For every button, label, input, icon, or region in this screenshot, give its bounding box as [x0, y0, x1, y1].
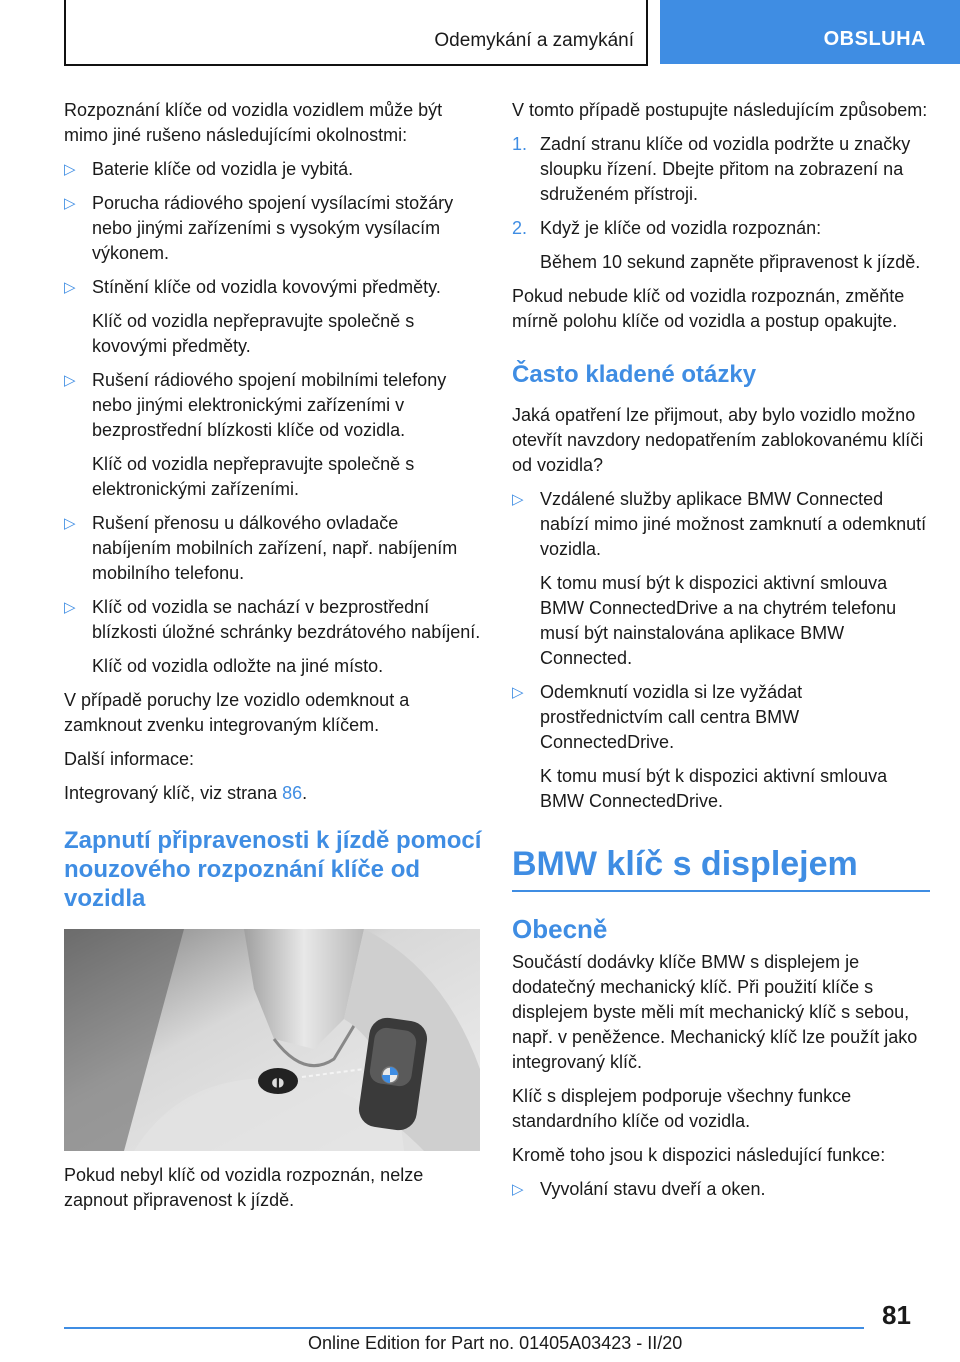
- list-item-note: K tomu musí být k dispozici aktivní smlouva BMW ConnectedDrive.: [540, 766, 888, 811]
- paragraph: Kromě toho jsou k dispozici následující funkce:: [512, 1145, 886, 1165]
- right-column: [512, 98, 930, 1211]
- step-text: Když je klíče od vozidla rozpoznán:: [540, 218, 822, 238]
- header-rule-left: [64, 0, 66, 66]
- bullet-icon: ▷: [512, 684, 524, 701]
- bullet-icon: ▷: [64, 599, 76, 616]
- list-item-note: K tomu musí být k dispozici aktivní smlouva BMW ConnectedDrive a na chytrém telefonu musí být nainstalována aplikace BMW Connected.: [540, 573, 897, 668]
- list-item-text: Stínění klíče od vozidla kovovými předměty.: [92, 277, 441, 297]
- step-item: [512, 216, 930, 241]
- step-number: 2.: [512, 218, 528, 238]
- chapter-title: Odemykání a zamykání: [434, 30, 634, 51]
- list-item-text: Baterie klíče od vozidla je vybitá.: [92, 159, 354, 179]
- svg-text:◖◗: ◖◗: [271, 1075, 285, 1089]
- bullet-icon: ▷: [512, 1181, 524, 1198]
- paragraph: Klíč s displejem podporuje všechny funkce standardního klíče od vozidla.: [512, 1086, 852, 1131]
- list-item-note: Klíč od vozidla odložte na jiné místo.: [92, 656, 384, 676]
- list-item-text: Porucha rádiového spojení vysílacími stožáry nebo jinými zařízeními s vysokým vysílacím výkonem.: [92, 193, 454, 263]
- list-item: [64, 368, 482, 443]
- step-note: Během 10 sekund zapněte připravenost k jízdě.: [540, 252, 921, 272]
- footer-edition: Online Edition for Part no. 01405A03423 - II/20: [308, 1333, 683, 1353]
- list-item-text: Odemknutí vozidla si lze vyžádat prostřednictvím call centra BMW ConnectedDrive.: [540, 682, 803, 752]
- list-item: [64, 191, 482, 266]
- list-item: [512, 680, 930, 755]
- left-column: [64, 98, 482, 1222]
- header-rule-bottom: [64, 64, 648, 66]
- bullet-icon: ▷: [512, 491, 524, 508]
- page-header: [0, 0, 960, 66]
- list-item: [64, 595, 482, 645]
- cross-reference: Integrovaný klíč, viz strana 86.: [64, 783, 308, 803]
- step-item: [512, 132, 930, 207]
- step-number: 1.: [512, 134, 528, 154]
- bullet-icon: ▷: [64, 195, 76, 212]
- list-item: [64, 275, 482, 300]
- faq-heading: Často kladené otázky: [512, 361, 757, 388]
- list-item-text: Vyvolání stavu dveří a oken.: [540, 1179, 766, 1199]
- faq-question: Jaká opatření lze přijmout, aby bylo vozidlo možno otevřít navzdory nedopatřením zablokovanému klíči od vozidla?: [512, 405, 924, 475]
- list-item: [64, 157, 482, 182]
- list-item-text: Vzdálené služby aplikace BMW Connected nabízí mimo jiné možnost zamknutí a odemknutí vozidla.: [540, 489, 927, 559]
- paragraph: Další informace:: [64, 749, 195, 769]
- header-rule-right: [646, 0, 648, 66]
- footer-rule: [64, 1327, 864, 1329]
- steering-column-illustration: [64, 929, 480, 1151]
- subsection-heading: Obecně: [512, 914, 608, 944]
- steering-column-image: [64, 929, 480, 1151]
- chapter-heading: BMW klíč s displejem: [512, 844, 930, 892]
- paragraph: V případě poruchy lze vozidlo odemknout a zamknout zvenku integrovaným klíčem.: [64, 690, 410, 735]
- bullet-icon: ▷: [64, 279, 76, 296]
- section-tab-label: OBSLUHA: [823, 28, 926, 50]
- step-text: Zadní stranu klíče od vozidla podržte u značky sloupku řízení. Dbejte přitom na zobrazení na sdruženém přístroji.: [540, 134, 911, 204]
- list-item: [512, 1177, 930, 1202]
- bullet-icon: ▷: [64, 161, 76, 178]
- list-item-text: Rušení rádiového spojení mobilními telefony nebo jinými elektronickými zařízeními v bezprostřední blízkosti klíče od vozidla.: [92, 370, 447, 440]
- bullet-icon: ▷: [64, 515, 76, 532]
- bullet-icon: ▷: [64, 372, 76, 389]
- section-tab[interactable]: [660, 0, 960, 64]
- list-item-note: Klíč od vozidla nepřepravujte společně s kovovými předměty.: [92, 311, 415, 356]
- list-item-note: Klíč od vozidla nepřepravujte společně s elektronickými zařízeními.: [92, 454, 415, 499]
- intro-paragraph: Rozpoznání klíče od vozidla vozidlem může být mimo jiné rušeno následujícími okolnostmi:: [64, 100, 443, 145]
- paragraph: Pokud nebude klíč od vozidla rozpoznán, změňte mírně polohu klíče od vozidla a postup opakujte.: [512, 286, 905, 331]
- figure-caption: Pokud nebyl klíč od vozidla rozpoznán, nelze zapnout připravenost k jízdě.: [64, 1165, 424, 1210]
- list-item: [64, 511, 482, 586]
- section-heading: Zapnutí připravenosti k jízdě pomocí nouzového rozpoznání klíče od vozidla: [64, 827, 482, 912]
- list-item-text: Klíč od vozidla se nachází v bezprostřední blízkosti úložné schránky bezdrátového nabíjení.: [92, 597, 481, 642]
- list-item: [512, 487, 930, 562]
- page-link[interactable]: 86: [282, 783, 303, 803]
- page-number: 81: [882, 1300, 911, 1330]
- list-item-text: Rušení přenosu u dálkového ovladače nabíjením mobilních zařízení, např. nabíjením mobilního telefonu.: [92, 513, 458, 583]
- paragraph: Součástí dodávky klíče BMW s displejem je dodatečný mechanický klíč. Při použití klíče s displejem byste měli mít mechanický klíč s sebou, např. v peněžence. Mechanický klíč lze použít jako integrovaný klíč.: [512, 952, 918, 1072]
- intro-paragraph: V tomto případě postupujte následujícím způsobem:: [512, 100, 928, 120]
